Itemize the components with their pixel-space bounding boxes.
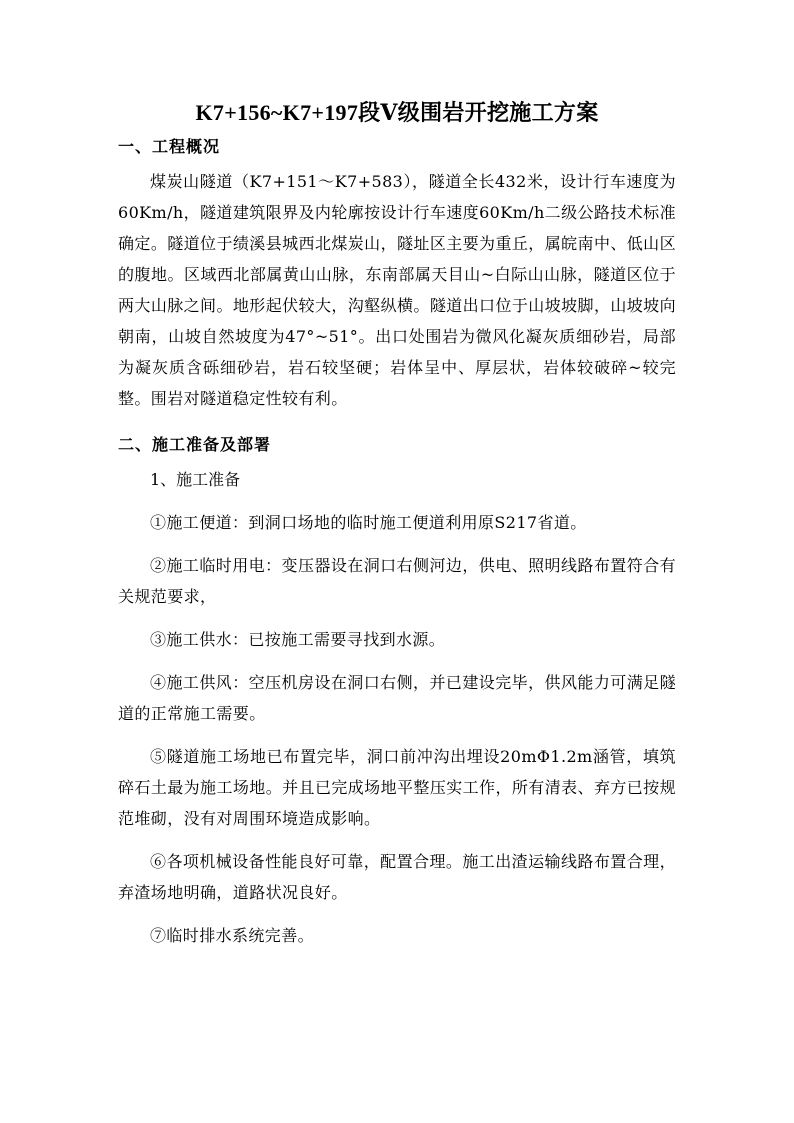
section-heading-preparation: 二、施工准备及部署 bbox=[118, 435, 272, 454]
subheading-construction-prep: 1、施工准备 bbox=[150, 470, 241, 489]
overview-paragraph: 煤炭山隧道（K7+151～K7+583），隧道全长432米，设计行车速度为60Km/h，隧道建筑限界及内轮廓按设计行车速度60Km/h二级公路技术标准确定。隧道位于绩溪县城西北煤炭山，隧址区主要为重丘，属皖南中、低山区的腹地。区域西北部属黄山山脉，东南部属天目山~白际山山脉，隧道区位于两大山脉之间。地形起伏较大，沟壑纵横。隧道出口位于山坡坡脚，山坡坡向朝南，山坡自然坡度为47°~51°。出口处围岩为微风化凝灰质细砂岩，局部为凝灰质含砾细砂岩，岩石较坚硬；岩体呈中、厚层状，岩体较破碎~较完整。围岩对隧道稳定性较有利。 bbox=[118, 172, 676, 408]
section-heading-overview: 一、工程概况 bbox=[118, 137, 221, 156]
document-title: K7+156~K7+197段Ⅴ级围岩开挖施工方案 bbox=[195, 100, 599, 125]
prep-item-drainage: ⑦临时排水系统完善。 bbox=[150, 926, 315, 945]
prep-item-power: ②施工临时用电：变压器设在洞口右侧河边，供电、照明线路布置符合有关规范要求， bbox=[118, 556, 676, 606]
prep-item-access-road: ①施工便道：到洞口场地的临时施工便道利用原S217省道。 bbox=[150, 513, 587, 532]
prep-item-water: ③施工供水：已按施工需要寻找到水源。 bbox=[150, 630, 446, 649]
prep-item-air: ④施工供风：空压机房设在洞口右侧，并已建设完毕，供风能力可满足隧道的正常施工需要。 bbox=[118, 673, 676, 723]
prep-item-site: ⑤隧道施工场地已布置完毕，洞口前冲沟出埋设20mΦ1.2m涵管，填筑碎石土最为施工场地。并且已完成场地平整压实工作，所有清表、弃方已按规范堆砌，没有对周围环境造成影响。 bbox=[118, 747, 676, 828]
prep-item-equipment: ⑥各项机械设备性能良好可靠，配置合理。施工出渣运输线路布置合理，弃渣场地明确，道路状况良好。 bbox=[118, 852, 676, 902]
